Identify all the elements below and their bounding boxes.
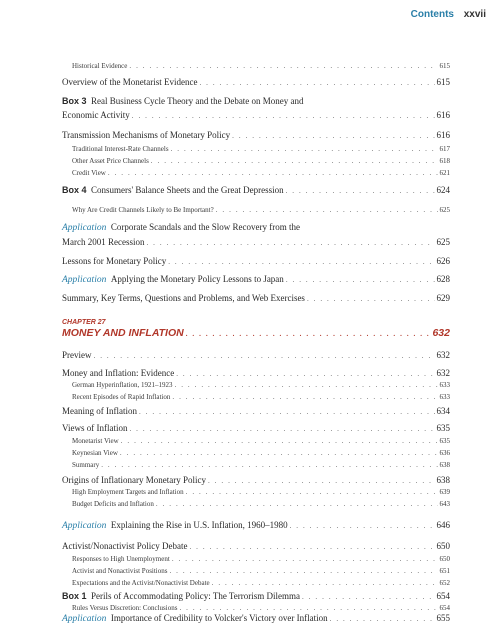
toc-entry[interactable]: Historical Evidence . . . 615 (62, 62, 450, 70)
page-number: xxvii (463, 9, 486, 20)
toc-box-entry[interactable]: Box 3 Real Business Cycle Theory and the Debate on Money and (62, 96, 304, 106)
toc-entry[interactable]: Money and Inflation: Evidence . . . 632 (62, 368, 450, 378)
toc-entry[interactable]: Lessons for Monetary Policy . . . 626 (62, 256, 450, 266)
toc-entry[interactable]: Budget Deficits and Inflation . . . 643 (62, 500, 450, 508)
toc-entry[interactable]: Other Asset Price Channels . . . 618 (62, 157, 450, 165)
page-header (0, 0, 500, 30)
toc-application-entry[interactable]: Application Applying the Monetary Policy Lessons to Japan . . . 628 (62, 274, 450, 285)
toc-entry[interactable]: Activist/Nonactivist Policy Debate . . . 650 (62, 541, 450, 551)
toc-entry[interactable]: Economic Activity . . . 616 (62, 110, 450, 120)
toc-entry[interactable]: Keynesian View . . . 636 (62, 449, 450, 457)
toc-entry[interactable]: Overview of the Monetarist Evidence . . . 615 (62, 77, 450, 87)
toc-entry[interactable]: Views of Inflation . . . 635 (62, 423, 450, 433)
toc-box-entry[interactable]: Box 1 Perils of Accommodating Policy: The Terrorism Dilemma . . . 654 (62, 591, 450, 601)
toc-entry[interactable]: Traditional Interest-Rate Channels . . . 617 (62, 145, 450, 153)
toc-entry[interactable]: Monetarist View . . . 635 (62, 437, 450, 445)
toc-entry[interactable]: Origins of Inflationary Monetary Policy . . . 638 (62, 475, 450, 485)
toc-application-entry[interactable]: Application Importance of Credibility to Volcker's Victory over Inflation . . . 655 (62, 613, 450, 624)
toc-application-entry[interactable]: Application Corporate Scandals and the Slow Recovery from the (62, 222, 301, 233)
toc-entry[interactable]: German Hyperinflation, 1921–1923 . . . 633 (62, 381, 450, 389)
toc-entry[interactable]: Preview . . . 632 (62, 350, 450, 360)
toc-entry[interactable]: Activist and Nonactivist Positions . . . 651 (62, 567, 450, 575)
toc-entry[interactable]: Rules Versus Discretion: Conclusions . . . 654 (62, 604, 450, 612)
chapter-number: CHAPTER 27 (62, 319, 106, 326)
toc-entry[interactable]: Expectations and the Activist/Nonactivist Debate . . . 652 (62, 579, 450, 587)
toc-entry[interactable]: Recent Episodes of Rapid Inflation . . . 633 (62, 393, 450, 401)
toc-application-entry[interactable]: Application Explaining the Rise in U.S. Inflation, 1960–1980 . . . 646 (62, 520, 450, 531)
toc-entry[interactable]: Meaning of Inflation . . . 634 (62, 406, 450, 416)
toc-box-entry[interactable]: Box 4 Consumers' Balance Sheets and the Great Depression . . . 624 (62, 185, 450, 195)
toc-entry[interactable]: High Employment Targets and Inflation . . . 639 (62, 488, 450, 496)
toc-entry[interactable]: March 2001 Recession . . . 625 (62, 237, 450, 247)
chapter-title-entry[interactable]: MONEY AND INFLATION . . . 632 (62, 327, 450, 339)
toc-entry[interactable]: Responses to High Unemployment . . . 650 (62, 555, 450, 563)
toc-entry[interactable]: Summary . . . 638 (62, 461, 450, 469)
toc-entry[interactable]: Why Are Credit Channels Likely to Be Important? . . . 625 (62, 206, 450, 214)
toc-entry[interactable]: Credit View . . . 621 (62, 169, 450, 177)
toc-entry[interactable]: Transmission Mechanisms of Monetary Policy . . . 616 (62, 130, 450, 140)
running-head: Contents (410, 9, 454, 20)
toc-entry[interactable]: Summary, Key Terms, Questions and Problems, and Web Exercises . . . 629 (62, 293, 450, 303)
